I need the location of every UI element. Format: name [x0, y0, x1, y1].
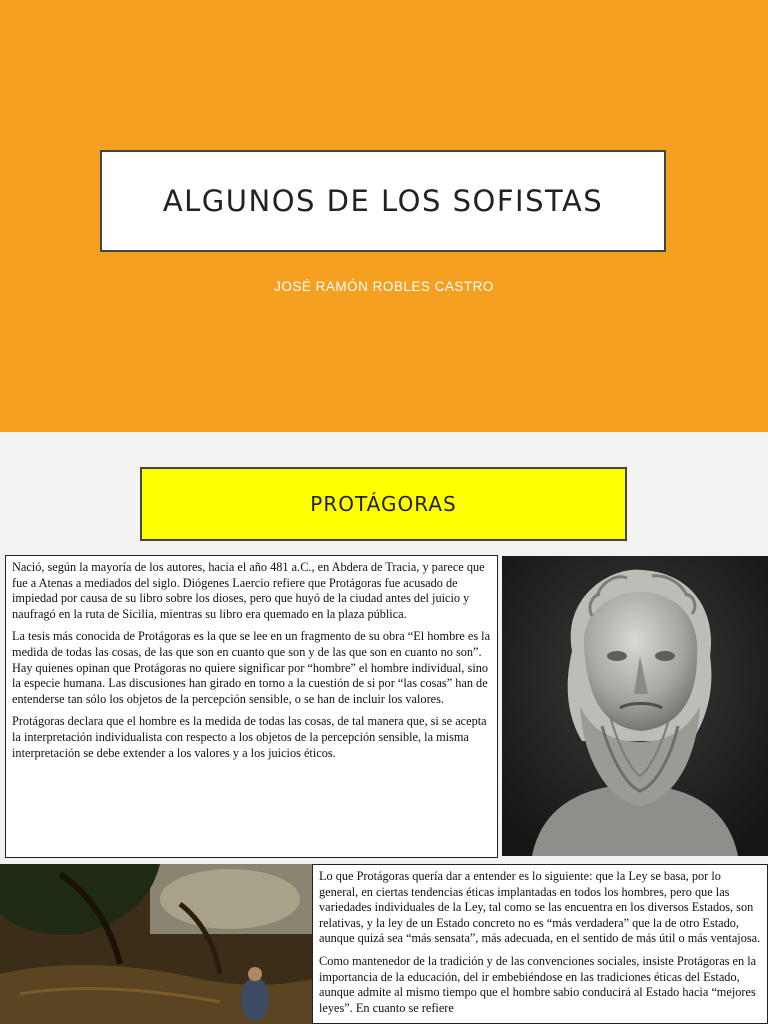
title-slide — [0, 0, 768, 432]
paragraph: Como mantenedor de la tradición y de las convenciones sociales, insiste Protágoras en la importancia de la educación, del ir embebiéndose en las tradiciones éticas del Estado, aunque admite al mismo tiempo que el hombre sabio conducirá al Estado hacia “mejores leyes”. En cuanto se refiere — [319, 953, 757, 1015]
paragraph: Nació, según la mayoría de los autores, hacia el año 481 a.C., en Abdera de Tracia, y parece que fue a Atenas a mediados del siglo. Diógenes Laercio refiere que Protágoras fue acusado de impiedad por causa de su libro sobre los dioses, pero que huyó de la ciudad antes del juicio y naufragó en la ruta de Sicilia, mientras su libro era quemado en la plaza pública. — [12, 560, 485, 621]
section-title: PROTÁGORAS — [310, 492, 457, 516]
presentation-title: ALGUNOS DE LOS SOFISTAS — [162, 184, 604, 218]
paragraph: Lo que Protágoras quería dar a entender es lo siguiente: que la Ley se basa, por lo general, en ciertas tendencias éticas implantadas en todos los hombres, pero que las variedades individuales de la Ley, tal como se las encuentra en los diversos Estados, son relativas, y la ley de un Estado concreto no es “más verdadera” que la de otro Estado, aunque quizá sea “más sensata”, más adecuada, en el sentido de más útil o más ventajosa. — [319, 869, 761, 946]
painting-image — [0, 864, 312, 1024]
intro-text-box — [5, 555, 498, 858]
bust-illustration — [502, 556, 768, 856]
title-box — [100, 150, 666, 252]
section-title-box — [140, 467, 627, 541]
content-slide — [0, 432, 768, 1024]
second-text-box — [312, 864, 768, 1024]
paragraph: Protágoras declara que el hombre es la medida de todas las cosas, de tal manera que, si se acepta la interpretación individualista con respecto a los objetos de la percepción sensible, la misma interpretación se debe extender a los valores y a los juicios éticos. — [12, 714, 487, 760]
author-name: JOSÉ RAMÓN ROBLES CASTRO — [274, 279, 494, 294]
paragraph: La tesis más conocida de Protágoras es la que se lee en un fragmento de su obra “El hombre es la medida de todas las cosas, de las que son en cuanto que son y de las que son en cuanto no son”. Hay quienes opinan que Protágoras no quiere significar por “hombre” el hombre individual, sino la especie humana. Las discusiones han girado en torno a la cuestión de si por “las cosas” han de entenderse tan sólo los objetos de la percepción sensible, o se han de incluir los valores. — [12, 629, 491, 706]
protagoras-bust-image — [502, 556, 768, 856]
painting-illustration — [0, 864, 312, 1024]
